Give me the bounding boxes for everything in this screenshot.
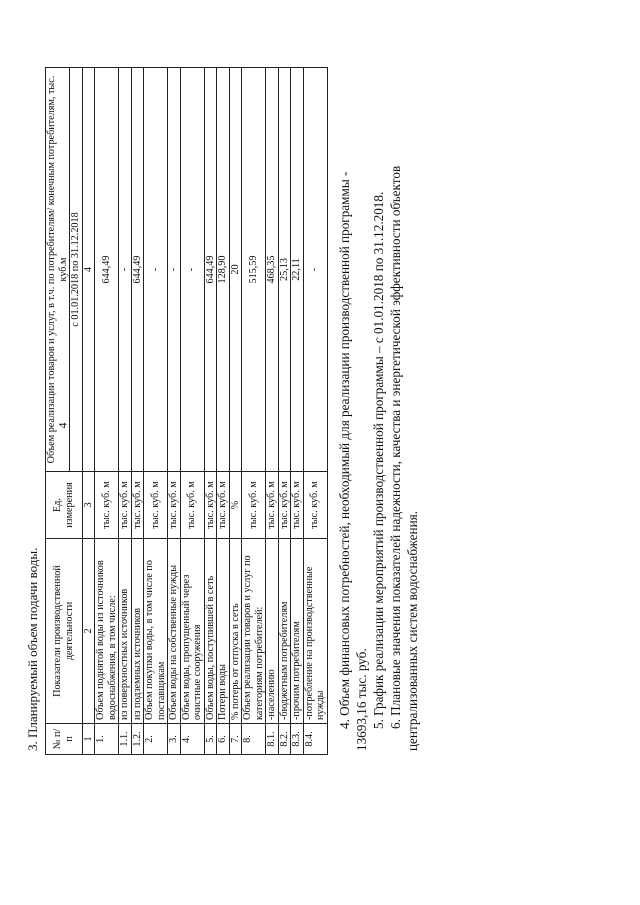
row-indicator-cell: Объем воды, поступившей в сеть [204,539,217,724]
section-heading: 3. Планируемый объем подачи воды. [25,547,40,751]
row-num-cell: 6. [217,724,230,755]
row-indicator-cell: Объем реализации товаров и услуг по категориям потребителей: [242,539,266,724]
col-header-volume: Объем реализации товаров и услуг, в т.ч. по потребителям/ конечным потребителям, тыс. куб.м [46,68,70,472]
row-num-cell: 1. [95,724,119,755]
table-row [266,68,279,755]
water-supply-table [45,67,328,755]
table-row [119,68,132,755]
table-row [168,68,181,755]
row-value-cell: 20 [229,68,242,472]
row-value-cell: 515,59 [242,68,266,472]
table-row [291,68,304,755]
row-num-cell: 5. [204,724,217,755]
row-unit-cell: тыс. куб. м [144,472,168,539]
index-cell: 3 [82,472,95,539]
table-row [217,68,230,755]
row-value-cell: 644,49 [95,68,119,472]
row-indicator-cell: -бюджетным потребителям [278,539,291,724]
row-num-cell: 8.1. [266,724,279,755]
row-indicator-cell: -прочим потребителям [291,539,304,724]
col-header-num: № п/п [46,724,83,755]
row-indicator-cell: Потери воды [217,539,230,724]
row-indicator-cell: -населению [266,539,279,724]
row-unit-cell: тыс. куб. м [278,472,291,539]
row-unit-cell: тыс. куб. м [242,472,266,539]
row-num-cell: 7. [229,724,242,755]
page-number: 4 [55,422,70,429]
row-value-cell: 128,90 [217,68,230,472]
table-row [303,68,327,755]
row-unit-cell: тыс. куб. м [131,472,144,539]
row-num-cell: 8.4. [303,724,327,755]
row-value-cell: 644,49 [131,68,144,472]
row-num-cell: 8.2. [278,724,291,755]
row-value-cell: - [168,68,181,472]
table-body [82,68,327,755]
row-unit-cell: тыс. куб. м [95,472,119,539]
note-6-line-2: централизованных систем водоснабжения. [404,510,420,751]
row-unit-cell: тыс. куб. м [217,472,230,539]
row-unit-cell: тыс. куб. м [180,472,204,539]
row-num-cell: 1.2. [131,724,144,755]
row-indicator-cell: Объем покупки воды, в том числе по поставщикам [144,539,168,724]
row-value-cell: 22,11 [291,68,304,472]
table-row [95,68,119,755]
index-cell: 2 [82,539,95,724]
notes-block [336,0,421,751]
table-row [242,68,266,755]
row-unit-cell: тыс. куб. м [119,472,132,539]
row-num-cell: 2. [144,724,168,755]
col-header-indicator: Показатели производственной деятельности [46,539,83,724]
row-unit-cell: тыс. куб. м [291,472,304,539]
index-cell: 4 [82,68,95,472]
row-unit-cell: % [229,472,242,539]
row-num-cell: 4. [180,724,204,755]
row-value-cell: 468,35 [266,68,279,472]
row-indicator-cell: Объем воды на собственные нужды [168,539,181,724]
table-row [144,68,168,755]
row-num-cell: 3. [168,724,181,755]
rotated-page-content [25,0,585,755]
row-num-cell: 8. [242,724,266,755]
table-row [278,68,291,755]
note-4-line-2: 13693,16 тыс. руб. [353,648,369,751]
row-indicator-cell: Объем воды, пропущенный через очистные сооружения [180,539,204,724]
col-header-period: с 01.01.2018 по 31.12.2018 [70,68,83,472]
col-header-unit: Ед. измерения [46,472,83,539]
row-indicator-cell: Объем поднятой воды из источников водоснабжения, в том числе: [95,539,119,724]
row-unit-cell: тыс. куб. м [168,472,181,539]
row-num-cell: 1.1. [119,724,132,755]
table-row [229,68,242,755]
note-4-line-1: 4. Объем финансовых потребностей, необходимый для реализации производственной программы - [336,171,352,729]
row-unit-cell: тыс. куб. м [303,472,327,539]
table-row [131,68,144,755]
row-value-cell: 25,13 [278,68,291,472]
row-value-cell: - [180,68,204,472]
table-row [180,68,204,755]
row-unit-cell: тыс. куб. м [204,472,217,539]
row-unit-cell: тыс. куб. м [266,472,279,539]
note-5: 5. График реализации мероприятий производственной программы – с 01.01.2018 по 31.12.2018. [370,191,386,729]
note-6-line-1: 6. Плановые значения показателей надежности, качества и энергетической эффективности объектов [387,165,403,729]
table-row [204,68,217,755]
row-indicator-cell: из подземных источников [131,539,144,724]
table-header-row [46,68,70,755]
row-num-cell: 8.3. [291,724,304,755]
row-indicator-cell: % потерь от отпуска в сеть [229,539,242,724]
row-value-cell: - [144,68,168,472]
row-value-cell: 644,49 [204,68,217,472]
index-row [82,68,95,755]
row-indicator-cell: -потребление на производственные нужды [303,539,327,724]
index-cell: 1 [82,724,95,755]
row-indicator-cell: из поверхностных источников [119,539,132,724]
row-value-cell: - [119,68,132,472]
row-value-cell: - [303,68,327,472]
